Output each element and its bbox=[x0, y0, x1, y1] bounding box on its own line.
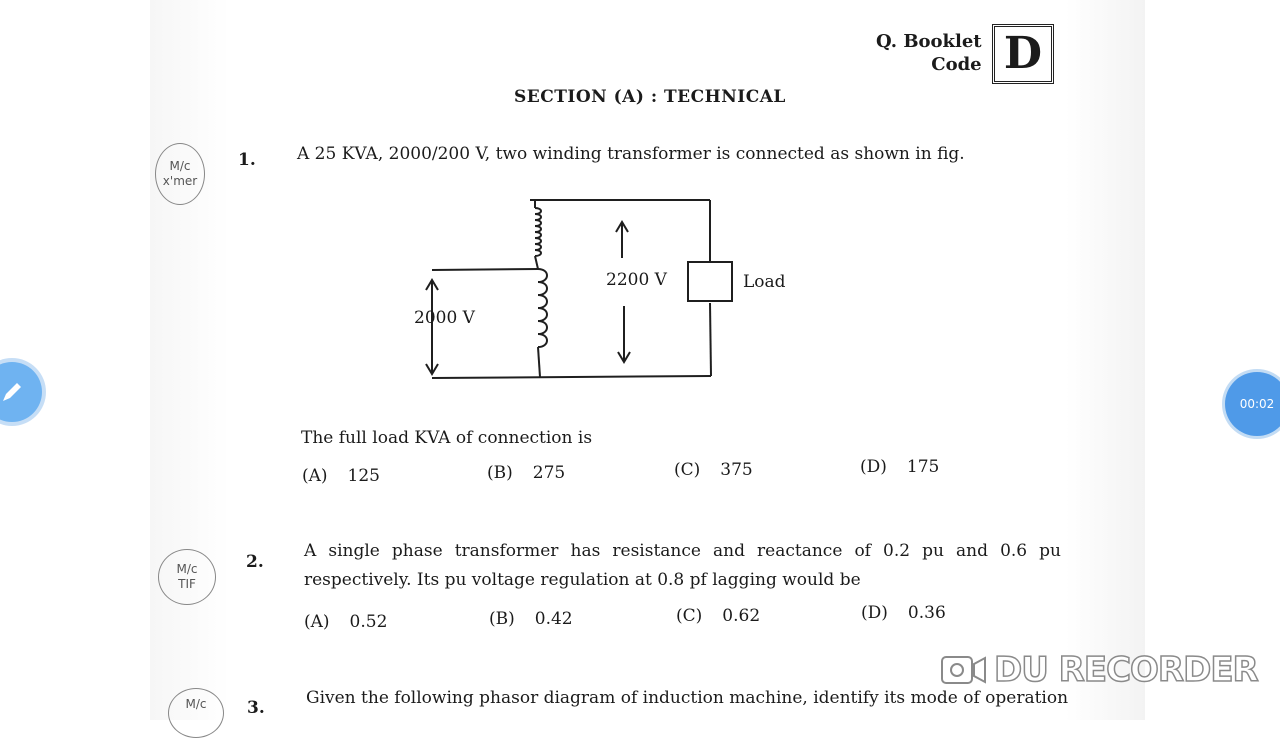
question-subtext: The full load KVA of connection is bbox=[301, 428, 593, 448]
option-c[interactable]: (C) 375 bbox=[674, 460, 753, 480]
question-number: 2. bbox=[246, 552, 264, 572]
option-d[interactable]: (D) 0.36 bbox=[861, 603, 946, 623]
margin-note-q1: M/c x'mer bbox=[155, 143, 205, 205]
option-c[interactable]: (C) 0.62 bbox=[676, 606, 761, 626]
recording-timer[interactable]: 00:02 bbox=[1225, 372, 1280, 436]
label-2200v: 2200 V bbox=[606, 270, 667, 290]
load-label: Load bbox=[743, 272, 786, 292]
option-b[interactable]: (B) 275 bbox=[487, 463, 566, 483]
margin-note-q2: M/c TIF bbox=[158, 549, 216, 605]
question-number: 3. bbox=[247, 698, 265, 718]
section-title: SECTION (A) : TECHNICAL bbox=[514, 87, 786, 107]
margin-note-q3: M/c bbox=[168, 688, 224, 738]
recorder-watermark: DU RECORDER bbox=[940, 650, 1258, 690]
option-a[interactable]: (A) 0.52 bbox=[304, 612, 388, 632]
question-text: Given the following phasor diagram of induction machine, identify its mode of operation bbox=[306, 688, 1069, 708]
question-text-line-2: respectively. Its pu voltage regulation at 0.8 pf lagging would be bbox=[304, 570, 861, 590]
option-d[interactable]: (D) 175 bbox=[860, 457, 940, 477]
label-2000v: 2000 V bbox=[414, 308, 475, 328]
question-number: 1. bbox=[238, 150, 256, 170]
question-text: A 25 KVA, 2000/200 V, two winding transformer is connected as shown in fig. bbox=[297, 144, 965, 164]
pencil-icon[interactable] bbox=[0, 362, 42, 422]
option-a[interactable]: (A) 125 bbox=[302, 466, 380, 486]
booklet-code-label: Q. Booklet Code bbox=[876, 31, 982, 75]
camera-icon bbox=[940, 653, 988, 687]
option-b[interactable]: (B) 0.42 bbox=[489, 609, 573, 629]
booklet-code: D bbox=[992, 24, 1054, 84]
question-text-line-1: A single phase transformer has resistance and reactance of 0.2 pu and 0.6 pu bbox=[304, 541, 1061, 561]
